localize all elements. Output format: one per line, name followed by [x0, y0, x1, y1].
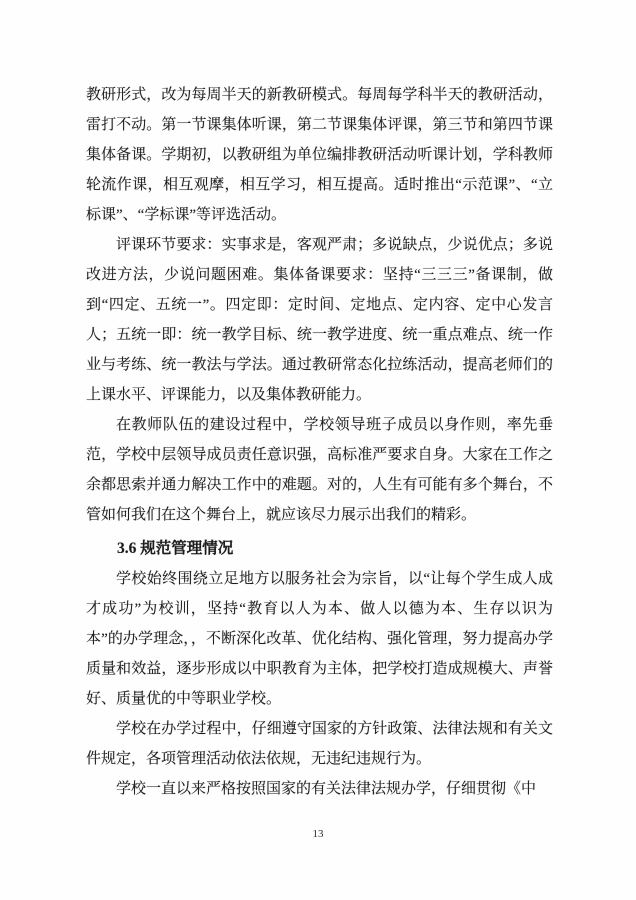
paragraph-legal-operation: 学校一直以来严格按照国家的有关法律法规办学，仔细贯彻《中 [116, 781, 537, 797]
paragraph-school-mission: 学校始终围绕立足地方以服务社会为宗旨，以“让每个学生成人成才成功”为校训，坚持“教育以人为本、做人以德为本、生存以识为本”的办学理念，，不断深化改革、优化结构、强化管理，努力提高办学质量和效益，逐步形成以中职教育为主体，把学校打造成规模大、声誉好、质量优的中等职业学校。 [86, 571, 553, 707]
paragraph-lesson-evaluation-requirements: 评课环节要求：实事求是，客观严肃；多说缺点，少说优点；多说改进方法，少说问题困难。集体备课要求：坚持“三三三”备课制，做到“四定、五统一”。四定即：定时间、定地点、定内容、定中心发言人；五统一即：统一教学目标、统一教学进度、统一重点难点、统一作业与考练、统一教法与学法。通过教研常态化拉练活动，提高老师们的上课水平、评课能力，以及集体教研能力。 [86, 237, 553, 403]
paragraph-teacher-team-building: 在教师队伍的建设过程中，学校领导班子成员以身作则，率先垂范，学校中层领导成员责任意识强，高标准严要求自身。大家在工作之余都思索并通力解决工作中的难题。对的，人生有可能有多个舞台，不管如何我们在这个舞台上，就应该尽力展示出我们的精彩。 [86, 417, 553, 523]
page-number: 13 [312, 828, 324, 840]
document-content [86, 80, 553, 804]
paragraph-law-compliance: 学校在办学过程中，仔细遵守国家的方针政策、法律法规和有关文件规定，各项管理活动依法依规，无违纪违规行为。 [86, 721, 553, 767]
section-heading-3-6: 3.6 规范管理情况 [117, 540, 234, 557]
paragraph-teaching-research-mode: 教研形式，改为每周半天的新教研模式。每周每学科半天的教研活动，雷打不动。第一节课集体听课，第二节课集体评课，第三节和第四节课集体备课。学期初，以教研组为单位编排教研活动听课计划，学科教师轮流作课，相互观摩，相互学习，相互提高。适时推出“示范课”、“立标课”、“学标课”等评选活动。 [86, 87, 553, 223]
